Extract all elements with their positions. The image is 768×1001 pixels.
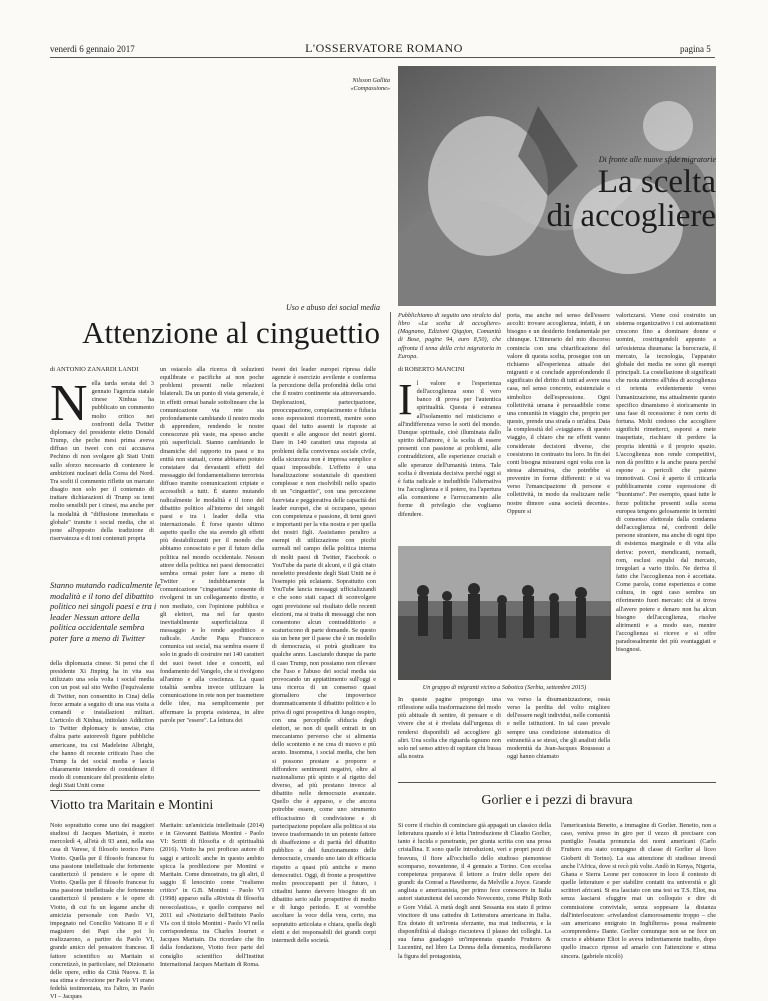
gorlier-column-1: Si corre il rischio di cominciare già appagati un classico della letteratura quando si è letta l'introduzione di Claudio Gorlier, tanto è lucida e penetrante, per giunta scritta con una prosa cristallina. E sono quelle introduzioni, veri e propri pezzi di bravura, il fiore all'occhiello dello studioso piemontese scomparso, novantenne, il 4 gennaio a Torino. Con eccelsa competenza preparava il lettore a fruire delle opere dei grandi: da Conrad a Hawthorne, da Melville a Joyce. Grande anglista e americanista, per primo fece conoscere in Italia autori statunitensi del secondo Novecento, come Philip Roth e Gore Vidal. A metà degli anni Sessanta era stato il primo vincitore di una cattedra di Letteratura americana in Italia. Era dotato di un'ironia sferzante, ma mai indiscreta, e la disponibilità al dialogo riscuoteva il plauso dei colleghi. La sua fama guadagnò un'impennata quando Fruttero & Lucentini, nel libro La Donna della domenica, modellarono la figura del protagonista, <box>398 822 551 960</box>
cinguettio-pull-quote: Stanno mutando radicalmente le modalità e il tono del dibattito politico nei singoli paesi e tra i leader Nessun attore della politica occidentale sembra poter fare a meno di Twitter <box>50 580 161 643</box>
header-page-number: pagina 5 <box>680 44 711 54</box>
column-divider <box>390 312 391 950</box>
accoglienza-intro: Pubblichiamo di seguito uno stralcio dal libro «La scelta di accogliere» (Magnano, Edizioni Qiqajon, Comunità di Bose, pagine 94, euro 8,50), che affronta il tema della crisi migratoria in Europa. <box>398 312 501 360</box>
cinguettio-col1-text: ella tarda serata del 3 gennaio l'agenzia statale cinese Xinhua ha pubblicato un commento molto critico nei confronti della Twitter diplomacy del presidente eletto Donald Trump, che peche mesi prima aveva diffuso un tweet con cui accusava Pechino di non svolgere gli Stati Uniti sullo sforzo necessario di contenere le ambizioni nucleari della Corea del Nord. Tra scelti il commento riflette un marcato disagio non solo per il contenuto di trattare dichiarazioni di Trump su temi molto sensibili per i cinesi, ma anche per la modalità di "diffusione immediata e globale" tramite i social media, che si pone all'opposto della tradizione di riservatezza e di toni contenuti propria <box>50 380 154 542</box>
artwork-caption <box>330 77 390 92</box>
accoglienza-col1-text: l valore e l'esperienza dell'accoglienza sono il vero banco di prova per l'autentica spiritualità. Questa è estranea all'isolamento nel misticismo e all'indifferenza verso le sorti del mondo. Dunque spirituale, cioè illuminata dallo spirito dell'amore, è la scelta di essere presenti con passione ai problemi, alle contraddizioni, alle esperienze cruciali e alle speranze dell'umanità intera. Tale scelta è diventata decisiva perché oggi si è fatta radicale e ineludibile l'alternativa tra l'accoglienza e il potere, tra l'apertura alla comunione e l'arroccamento alle forme di privilegio che vogliamo difendere. <box>398 380 501 518</box>
maritain-column-1: Noto soprattutto come uno dei maggiori studiosi di Jacques Maritain, è morto mercoledì 4, all'età di 93 anni, nella sua casa di Varese, il filosofo teorico Piero Viotto. Quella per il filosofo francese fu una passione intellettuale che fortemente caratterizzò il pensiero e le opere di Viotto. Quella per il filosofo francese fu una passione intellettuale che fortemente caratterizzò il pensiero e le opere di Viotto, di cui fu un legame anche di amicizia personale con Paolo VI, impegnato nel Concilio Vaticano II e il magistero dei Papi che poi lo realizzarono, a partire da Paolo VI, grande amico del pensatore francese. Il fattore scientifico su Maritain si concretizzò, in particolare, nel Dizionario delle opere, edito da Città Nuova. E la sua stima e devozione per Paolo VI erano fedeltà testimoniata, tra l'altro, in Paolo VI – Jacques <box>50 822 154 1001</box>
gorlier-column-2: l'americanista Benetto, a immagine di Gorlier. Benetto, non a caso, veniva preso in giro per il vezzo di precisare con puntiglio l'esatta pronuncia dei nomi americani (Carlo Fruttero era stato compagno di classe di Gorlier al liceo Gioberti di Torino). La sua attenzione di studioso investì anche l'Africa, dove si recò più volte. Andò in Kenya, Nigeria, Ghana e Sierra Leone per conoscere in loco il contesto di quelle letterature e per stabilire contatti tra università e gli scrittori africani. Si era lasciato con una tesi su T.S. Eliot, ma senza lasciarsi sfuggire mai un colloquio e dire di commissione conviviale, senza soppesare la distanza dall'interlocutore: «rivelandosi clamorosamente troppo – che «un americano emigrato in Inghilterra» possa realmente «comprendere» Dante. Gorlier comunque non se ne fece un crucio e abbiamo Eliot lo aveva indirettamente tradito, dopo quello imacco riprese ad amarlo con l'attenzione e stima sincera. (gabriele nicolò) <box>561 822 716 960</box>
artwork-artist: Nilsson Gallita <box>352 77 390 84</box>
cinguettio-column-3: tweet dei leader europei ripresa dalle agenzie è esercizio avvilente e conferma la percezione della profondità della crisi che il nostro continente sta attraversando. Deplorazioni, partecipazione, preoccupazione, compiacimento e fiducia sono espressioni ricorrenti, mentre sono quasi del tutto assenti le risposte ai quesiti e alle angosce dei nostri giorni. Dare in 140 caratteri una risposta ai problemi della convivenza sociale civile, della sicurezza non è impresa semplice e quasi impossibile. L'effetto è una banalizzazione sostanziale di questioni complesse e non risolvibili nello spazio di un "cinguettio", con una percezione fuorviata e peggiorativa delle capacità dei leader europei, che si occupano, spesso con competenza e passione, di temi gravi e importanti per la vita nostra e per quella dei nostri figli. Assistiamo peraltro a esempi di utilizzazione con picchi surreali nel campo della politica interna di molti paesi di Twitter, Facebook o YouTube da parte di alcuni, e il già citato neoeletto presidente degli Stati Uniti ne è l'esempio più eclatante. Soprattutto con YouTube lancia messaggi ufficializzandi e che sono stati capaci di sconvolgere ogni previsione sul risultato delle recenti elezioni, ma si tratta di messaggi che non consentono alcun contraddittorio e scaturiscono di parte domande. Se questo sia un bene per il paese che è un modello di democrazia, si potrà giudicare tra qualche anno. Lasciando dunque da parte il caso Trump, non possiamo non rilevare che l'uso e l'abuso dei social media sta provocando un appiattimento sull'oggi e una ricerca di un consenso quasi giornaliero che impoverisce drammaticamente il dibattito politico e lo priva di ogni prospettiva di lungo respiro, con una percepibile sfiducia degli elettori, se non di quelli entrati in un meccanismo perverso che si alimenta dello scontento e ne crea di nuovo e più acuto. Insomma, i social media, che ben si possono prestare a proporre e diffondere sentimenti negativi, oltre al nazionalismo più spinto e al rigetto del diverso, ad più prestano invece al dibattito nelle democrazie avanzate. Quello che è apparso, e che ancora potrebbe essere, come uno strumento efficacissimo di condivisione e di partecipazione popolare alla politica si sta invece trasformando in un potente fattore di disaffezione e di parità del dibattito pubblico e del funzionamento delle democrazie, creando uno iato di efficacia rispetto a quasi più antiche e meno democratici. Oggi, di fronte a prospettive molto preoccupanti per il futuro, i cittadini hanno davvero bisogno di un dibattito serio sulle prospettive di medio e di lungo periodo. E si vorrebbe ascoltare la voce della vera, certo, ma sopratutto articolata e chiara, quella degli eletti e dei responsabili dei grandi corpi intermedi delle società. <box>272 366 376 944</box>
accoglienza-byline: di ROBERTO MANCINI <box>398 366 465 373</box>
cinguettio-kicker: Uso e abuso dei social media <box>286 303 380 312</box>
accoglienza-title-line1: La scelta <box>597 164 716 200</box>
cinguettio-column-2: un ostacolo alla ricerca di soluzioni equilibrate e pacifiche ai non poche problemi presenti nelle relazioni bilaterali. Da un punto di vista generale, è in effetti ormai banale sottolineare che la comunicazione via rete sta profondamente cambiando il nostro modo di apprendere, rendendo le nostre conoscenze più vaste, ma spesso anche più superficiali. Stanno cambiando le dinamiche del rapporto tra paesi e tra entità non statuali, come abbiamo potuto constatare dai devastanti effetti del messaggio del fondamentalismo terrorista diffuso tramite comunicazioni criptate e accessibili a tutti. È stanno mutando radicalmente le modalità e il tono del dibattito politico all'interno dei singoli paesi e tra i leader della vita internazionale. È forse questo ultimo aspetto quello che sta avendo gli effetti più destabilizzanti per il mondo che abbiamo conosciuto e per il futuro della politica nel mondo occidentale. Nessun attore della politica nei paesi democratici sembra ormai poter fare a meno di Twitter e indubbiamente la comunicazione "cinguettata" consente di rivolgersi in un collegamento diretto, e non mediato, con l'opinione pubblica e gli elettori, ma nel far questo inevitabilmente superficializza il messaggio e lo rende apodittico e radicale. Anche Papa Francesco comunica sui social, ma sembra essere il solo in grado di costruire nei 140 caratteri dei suoi tweet idee e concetti, sul fondamento del Vangelo, che si rivolgono all'animo e alla coscienza. La quasi totalità sembra invece utilizzare la comunicazione in rete non per trasmettere delle idee, ma semplicemente per affermare la propria esistenza, in altre parole per "essere". La lettura dei <box>160 366 264 724</box>
header-date: venerdì 6 gennaio 2017 <box>50 44 135 54</box>
cinguettio-byline: di ANTONIO ZANARDI LANDI <box>50 366 139 373</box>
accoglienza-column-5: va verso la disumanizzazione, ossia verso la perdita del volto migliore dell'essere negli individui, nelle comunità e nelle istituzioni. In tal caso prevale sempre una condizione sistematica di estraneità a se stessi, che gli analisti della modernità da Jean-Jacques Rousseau a oggi hanno chiamato <box>507 696 611 761</box>
maritain-title: Viotto tra Maritain e Montini <box>50 798 214 813</box>
maritain-column-2: Maritain: un'amicizia intellettuale (2014) e in Giovanni Battista Montini - Paolo VI: Scritti di filosofia e di spiritualità (2016). Viotto ha poi proficuo autore di saggi e articoli: anche in questo ambito spicca la predilezione per Montini e Maritain. Come dimostrato, tra gli altri, il saggio Il lenocinio come "realismo critico" in G.B. Montini - Paolo VI (1998) apparso sulla «Rivista di filosofia neoscolastica», e quello comparso nel 2011 sul «Notiziario dell'Istituto Paolo VI» con il titolo Montini - Paolo VI nella corrispondenza tra Charles Journet e Jacques Maritain. Da ricordare che fin dalla fondazione, Viotto fece parte del consiglio scientifico dell'Institut International Jacques Maritain di Roma. <box>160 822 264 968</box>
accoglienza-kicker: Di fronte alle nuove sfide migratorie <box>598 155 716 164</box>
accoglienza-column-4: In queste pagine propongo una riflessione sulla trasformazione del modo più abituale di sentire, di pensare e di vivere che si è rivelata dall'urgenza di rendersi disponibili ad accogliere gli altri. Una scelta che riguarda ognuno non solo nel senso attivo di ospitare chi bussa alla nostra <box>398 696 501 761</box>
cinguettio-column-1 <box>50 375 154 572</box>
accoglienza-title <box>398 165 716 233</box>
artwork-title: «Compassione» <box>350 84 390 92</box>
cinguettio-title: Attenzione al cinguettio <box>82 315 380 350</box>
accoglienza-column-2: porta, ma anche nel senso dell'essere accolti: trovare accoglienza, infatti, è un bisogno e un desiderio fondamentale per chiunque. L'itinerario del mio discorso comincia con una chiarificazione del valore di questa scelta, prosegue con un richiamo all'esperienza attuale dei migranti e si conclude approfondendo il significato del diritto di tutti ad avere una casa, nel senso concreto, esistenziale e simbolico dell'espressione. Ogni collettività umana è persuadibile come una comunità in viaggio che, proprio per questo, prende una strada o un'altra. Data la complessità del «viaggiare» di questo viaggio, il chiaro che ne effetti vanno considerate decisioni diverse, che coesistono in contrasto tra loro. In fin dei conti bisogna misurarsi ogni volta con la stessa alternativa, che potrebbe si prevenire in forme differenti: e si va verso l'emancipazione di persone e collettività, in modo da realizzare nelle nostre dimore «una società decente». Oppure si <box>507 312 610 515</box>
cinguettio-dropcap: N <box>50 375 88 432</box>
gorlier-title: Gorlier e i pezzi di bravura <box>481 793 633 808</box>
masthead: L'OSSERVATORE ROMANO <box>305 41 463 55</box>
accoglienza-dropcap: I <box>398 375 413 424</box>
gorlier-rule <box>398 782 716 783</box>
maritain-rule <box>50 790 260 791</box>
accoglienza-title-line2: di accogliere <box>546 198 716 234</box>
photo-caption: Un gruppo di migranti vicino a Sabotica (Serbia, settembre 2015) <box>422 684 587 691</box>
accoglienza-column-3: valorizzarsi. Viene così costruito un sistema organizzativo i cui automatismi crescono fino a dominare donne e uomini, costringendoli appunto a un'esistenza disumana: la burocrazia, il mercato, la tecnologia, l'apparato globale dei media ne sono gli esempi principali. La costellazione di significati che ruota attorno all'idea di accoglienza ci orienta evidentemente verso l'umanizzazione, ma attualmente questo specifico dinamismo è storicamente in una fase di recessione: è non certo di fortuna. Molti credono che accogliere significhi rimetterci, esporsi a mete inaspettate, rischiare di perdere la propria identità e il proprio spazio. L'accoglienza non rende competitivi, non dà profitto e fa anche paura perché espone a pericoli che paiono immotivati. Così è aperto il criticarla pubblicamente come espressione di "buonismo". Per esempio, quasi tutte le forze politiche presenti sulla scena europea tengono gelosamente in termini di consenso elettorale dalla condanna dell'accoglienza né, confronti delle persone straniere, ma anche di ogni tipo di esistenza marginale e di vita alla deriva: poveri, mendicanti, nomadi, rom, esclusi espulsi dal mercato, irregolari a vario titolo. Ne deriva il fatto che l'accoglienza non è accettata. Come parola, come esperienza e come cultura, in ogni caso sembra un riferimento fuori mercato: chi si trova all'avere potere e denaro non ha alcun bisogno dell'accoglienza, risolve altrimenti e a modo suo, mentre l'accoglienza si riceve e si offre paradossalmente dei più svantaggiati e bisognosi. <box>616 312 716 654</box>
migrants-photo <box>398 546 611 680</box>
header-rule <box>50 57 715 58</box>
cinguettio-column-1b: della diplomazia cinese. Si pensi che il presidente Xi Jinping ha in vita sua utilizzato una sola volta i social media con un post sul sito Weibo (l'equivalente di Twitter, non consentito in Cina) della forze armate a seguito di una sua visita a comandi e installazioni militari. L'articolo di Xinhua, intitolato Addiction to Twitter diplomacy is unwise, cita d'altra parte autorevoli figure pubbliche americane, tra cui Madeleine Albright, che hanno di recente criticato l'uso che Trump fa dei social media e lascia chiaramente intendere di considerare il modo di comunicare del presidente eletto degli Stati Uniti come <box>50 660 154 790</box>
